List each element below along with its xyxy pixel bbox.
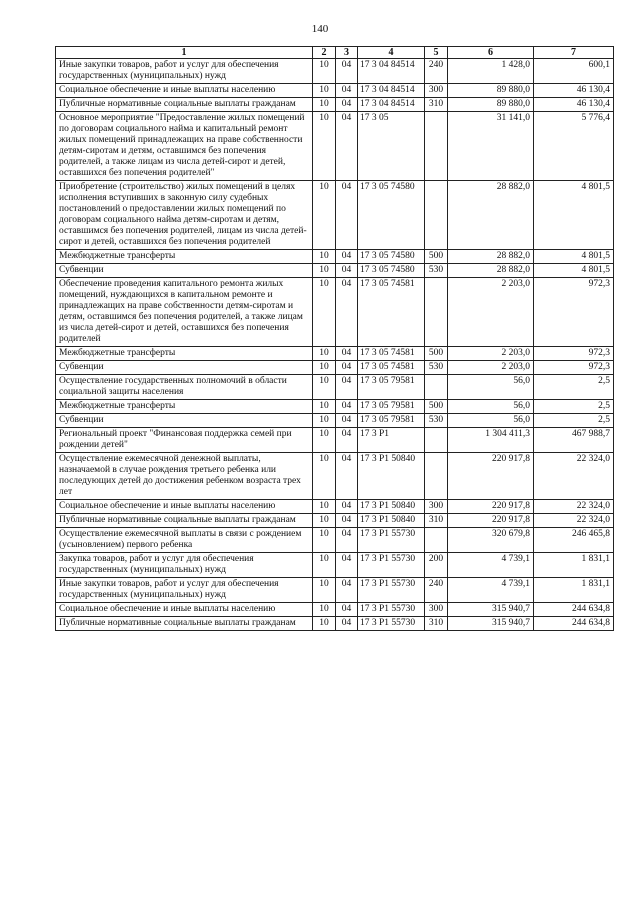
row-label: Публичные нормативные социальные выплаты гражданам bbox=[56, 98, 313, 112]
table-row bbox=[56, 617, 614, 631]
row-label: Межбюджетные трансферты bbox=[56, 400, 313, 414]
row-label: Закупка товаров, работ и услуг для обеспечения государственных (муниципальных) нужд bbox=[56, 553, 313, 578]
column-header: 4 bbox=[358, 47, 425, 59]
row-label: Социальное обеспечение и иные выплаты населению bbox=[56, 603, 313, 617]
row-actual-amount: 600,1 bbox=[534, 59, 614, 84]
budget-table bbox=[55, 46, 614, 631]
table-row bbox=[56, 84, 614, 98]
row-subsection: 04 bbox=[336, 375, 358, 400]
row-section: 10 bbox=[313, 578, 336, 603]
row-section: 10 bbox=[313, 428, 336, 453]
row-section: 10 bbox=[313, 98, 336, 112]
row-expense-type: 500 bbox=[425, 250, 448, 264]
table-row bbox=[56, 375, 614, 400]
row-expense-type: 500 bbox=[425, 400, 448, 414]
column-header: 5 bbox=[425, 47, 448, 59]
row-plan-amount: 89 880,0 bbox=[448, 84, 534, 98]
row-section: 10 bbox=[313, 514, 336, 528]
row-plan-amount: 56,0 bbox=[448, 375, 534, 400]
row-target-code: 17 3 P1 55730 bbox=[358, 528, 425, 553]
row-expense-type: 310 bbox=[425, 514, 448, 528]
row-actual-amount: 2,5 bbox=[534, 400, 614, 414]
row-actual-amount: 246 465,8 bbox=[534, 528, 614, 553]
row-subsection: 04 bbox=[336, 347, 358, 361]
row-target-code: 17 3 05 74581 bbox=[358, 278, 425, 347]
row-target-code: 17 3 05 79581 bbox=[358, 414, 425, 428]
column-header: 1 bbox=[56, 47, 313, 59]
row-expense-type: 300 bbox=[425, 500, 448, 514]
row-subsection: 04 bbox=[336, 603, 358, 617]
row-subsection: 04 bbox=[336, 98, 358, 112]
row-label: Публичные нормативные социальные выплаты гражданам bbox=[56, 617, 313, 631]
row-target-code: 17 3 P1 50840 bbox=[358, 514, 425, 528]
row-subsection: 04 bbox=[336, 250, 358, 264]
row-actual-amount: 4 801,5 bbox=[534, 264, 614, 278]
row-label: Субвенции bbox=[56, 414, 313, 428]
row-expense-type bbox=[425, 428, 448, 453]
table-row bbox=[56, 98, 614, 112]
table-row bbox=[56, 112, 614, 181]
row-actual-amount: 22 324,0 bbox=[534, 500, 614, 514]
row-label: Осуществление ежемесячной выплаты в связи с рождением (усыновлением) первого ребенка bbox=[56, 528, 313, 553]
row-section: 10 bbox=[313, 400, 336, 414]
row-target-code: 17 3 P1 50840 bbox=[358, 500, 425, 514]
column-header: 3 bbox=[336, 47, 358, 59]
row-target-code: 17 3 04 84514 bbox=[358, 84, 425, 98]
row-section: 10 bbox=[313, 414, 336, 428]
row-actual-amount: 22 324,0 bbox=[534, 453, 614, 500]
row-target-code: 17 3 05 79581 bbox=[358, 375, 425, 400]
row-label: Субвенции bbox=[56, 264, 313, 278]
row-expense-type bbox=[425, 278, 448, 347]
row-target-code: 17 3 05 74581 bbox=[358, 361, 425, 375]
row-section: 10 bbox=[313, 181, 336, 250]
row-section: 10 bbox=[313, 375, 336, 400]
row-plan-amount: 2 203,0 bbox=[448, 361, 534, 375]
row-label: Иные закупки товаров, работ и услуг для обеспечения государственных (муниципальных) нужд bbox=[56, 59, 313, 84]
row-label: Публичные нормативные социальные выплаты гражданам bbox=[56, 514, 313, 528]
row-target-code: 17 3 P1 55730 bbox=[358, 617, 425, 631]
row-subsection: 04 bbox=[336, 278, 358, 347]
table-row bbox=[56, 264, 614, 278]
row-expense-type: 240 bbox=[425, 59, 448, 84]
row-target-code: 17 3 05 74580 bbox=[358, 250, 425, 264]
row-section: 10 bbox=[313, 361, 336, 375]
row-section: 10 bbox=[313, 278, 336, 347]
row-actual-amount: 1 831,1 bbox=[534, 578, 614, 603]
row-subsection: 04 bbox=[336, 361, 358, 375]
row-plan-amount: 315 940,7 bbox=[448, 603, 534, 617]
row-plan-amount: 1 304 411,3 bbox=[448, 428, 534, 453]
row-label: Иные закупки товаров, работ и услуг для обеспечения государственных (муниципальных) нужд bbox=[56, 578, 313, 603]
row-actual-amount: 46 130,4 bbox=[534, 84, 614, 98]
row-label: Межбюджетные трансферты bbox=[56, 347, 313, 361]
row-plan-amount: 220 917,8 bbox=[448, 500, 534, 514]
row-expense-type: 530 bbox=[425, 414, 448, 428]
row-expense-type: 240 bbox=[425, 578, 448, 603]
row-section: 10 bbox=[313, 264, 336, 278]
table-row bbox=[56, 453, 614, 500]
table-row bbox=[56, 578, 614, 603]
row-expense-type: 310 bbox=[425, 98, 448, 112]
row-target-code: 17 3 05 74580 bbox=[358, 181, 425, 250]
row-label: Основное мероприятие "Предоставление жилых помещений по договорам социального найма и капитальный ремонт жилых помещений принадлежащих на праве собственности детям-сиротам и детям, оставшимся без попечения родителей, а также лицам из числа детей-сирот и детей, оставшихся без попечения родителей" bbox=[56, 112, 313, 181]
row-subsection: 04 bbox=[336, 617, 358, 631]
row-section: 10 bbox=[313, 84, 336, 98]
row-label: Осуществление ежемесячной денежной выплаты, назначаемой в случае рождения третьего ребенка или последующих детей до достижения ребенком возраста трех лет bbox=[56, 453, 313, 500]
row-actual-amount: 2,5 bbox=[534, 375, 614, 400]
row-expense-type: 310 bbox=[425, 617, 448, 631]
row-plan-amount: 56,0 bbox=[448, 400, 534, 414]
row-actual-amount: 972,3 bbox=[534, 278, 614, 347]
table-body bbox=[56, 59, 614, 631]
table-row bbox=[56, 500, 614, 514]
row-expense-type bbox=[425, 375, 448, 400]
row-plan-amount: 56,0 bbox=[448, 414, 534, 428]
row-expense-type: 530 bbox=[425, 264, 448, 278]
row-expense-type bbox=[425, 181, 448, 250]
row-plan-amount: 4 739,1 bbox=[448, 553, 534, 578]
row-plan-amount: 89 880,0 bbox=[448, 98, 534, 112]
row-plan-amount: 220 917,8 bbox=[448, 514, 534, 528]
row-expense-type: 530 bbox=[425, 361, 448, 375]
table-row bbox=[56, 250, 614, 264]
row-section: 10 bbox=[313, 112, 336, 181]
row-actual-amount: 467 988,7 bbox=[534, 428, 614, 453]
column-header: 2 bbox=[313, 47, 336, 59]
row-actual-amount: 244 634,8 bbox=[534, 617, 614, 631]
table-row bbox=[56, 553, 614, 578]
row-target-code: 17 3 05 79581 bbox=[358, 400, 425, 414]
table-row bbox=[56, 361, 614, 375]
row-subsection: 04 bbox=[336, 400, 358, 414]
row-plan-amount: 315 940,7 bbox=[448, 617, 534, 631]
row-label: Социальное обеспечение и иные выплаты населению bbox=[56, 84, 313, 98]
row-target-code: 17 3 04 84514 bbox=[358, 98, 425, 112]
row-actual-amount: 2,5 bbox=[534, 414, 614, 428]
row-plan-amount: 28 882,0 bbox=[448, 181, 534, 250]
row-target-code: 17 3 P1 bbox=[358, 428, 425, 453]
row-subsection: 04 bbox=[336, 528, 358, 553]
row-label: Социальное обеспечение и иные выплаты населению bbox=[56, 500, 313, 514]
row-target-code: 17 3 05 74581 bbox=[358, 347, 425, 361]
row-expense-type: 200 bbox=[425, 553, 448, 578]
row-actual-amount: 1 831,1 bbox=[534, 553, 614, 578]
header-row bbox=[56, 47, 614, 59]
row-actual-amount: 244 634,8 bbox=[534, 603, 614, 617]
row-plan-amount: 4 739,1 bbox=[448, 578, 534, 603]
row-actual-amount: 46 130,4 bbox=[534, 98, 614, 112]
row-expense-type: 500 bbox=[425, 347, 448, 361]
row-target-code: 17 3 P1 50840 bbox=[358, 453, 425, 500]
row-expense-type: 300 bbox=[425, 603, 448, 617]
row-plan-amount: 320 679,8 bbox=[448, 528, 534, 553]
table-row bbox=[56, 347, 614, 361]
row-subsection: 04 bbox=[336, 414, 358, 428]
row-plan-amount: 1 428,0 bbox=[448, 59, 534, 84]
page-number: 140 bbox=[311, 23, 329, 35]
row-expense-type bbox=[425, 112, 448, 181]
row-label: Межбюджетные трансферты bbox=[56, 250, 313, 264]
table-row bbox=[56, 414, 614, 428]
table-row bbox=[56, 428, 614, 453]
row-target-code: 17 3 P1 55730 bbox=[358, 603, 425, 617]
row-target-code: 17 3 05 74580 bbox=[358, 264, 425, 278]
row-section: 10 bbox=[313, 347, 336, 361]
row-expense-type bbox=[425, 453, 448, 500]
row-actual-amount: 972,3 bbox=[534, 361, 614, 375]
row-subsection: 04 bbox=[336, 453, 358, 500]
row-target-code: 17 3 P1 55730 bbox=[358, 553, 425, 578]
row-actual-amount: 5 776,4 bbox=[534, 112, 614, 181]
row-target-code: 17 3 05 bbox=[358, 112, 425, 181]
row-section: 10 bbox=[313, 528, 336, 553]
row-subsection: 04 bbox=[336, 59, 358, 84]
row-subsection: 04 bbox=[336, 578, 358, 603]
row-section: 10 bbox=[313, 453, 336, 500]
table-row bbox=[56, 181, 614, 250]
row-label: Региональный проект "Финансовая поддержка семей при рождении детей" bbox=[56, 428, 313, 453]
row-target-code: 17 3 P1 55730 bbox=[358, 578, 425, 603]
row-subsection: 04 bbox=[336, 500, 358, 514]
column-header: 6 bbox=[448, 47, 534, 59]
row-subsection: 04 bbox=[336, 181, 358, 250]
row-label: Субвенции bbox=[56, 361, 313, 375]
row-label: Осуществление государственных полномочий в области социальной защиты населения bbox=[56, 375, 313, 400]
row-actual-amount: 4 801,5 bbox=[534, 250, 614, 264]
table-row bbox=[56, 528, 614, 553]
row-label: Обеспечение проведения капитального ремонта жилых помещений, нуждающихся в капитальном ремонте и принадлежащих на праве собственности детям-сиротам и детям, оставшимся без попечения родителей, а также лицам из числа детей-сирот и детей, оставшихся без попечения родителей bbox=[56, 278, 313, 347]
row-subsection: 04 bbox=[336, 112, 358, 181]
row-label: Приобретение (строительство) жилых помещений в целях исполнения вступивших в законную силу судебных постановлений о предоставлении жилых помещений по договорам социального найма детям-сиротам и детям, оставшимся без попечения родителей, лицам из числа детей-сирот и детей, оставшихся без попечения родителей bbox=[56, 181, 313, 250]
table-row bbox=[56, 400, 614, 414]
row-plan-amount: 31 141,0 bbox=[448, 112, 534, 181]
row-section: 10 bbox=[313, 500, 336, 514]
row-expense-type bbox=[425, 528, 448, 553]
row-plan-amount: 28 882,0 bbox=[448, 250, 534, 264]
row-target-code: 17 3 04 84514 bbox=[358, 59, 425, 84]
row-section: 10 bbox=[313, 250, 336, 264]
table-row bbox=[56, 514, 614, 528]
row-subsection: 04 bbox=[336, 553, 358, 578]
row-expense-type: 300 bbox=[425, 84, 448, 98]
row-plan-amount: 2 203,0 bbox=[448, 347, 534, 361]
row-section: 10 bbox=[313, 553, 336, 578]
row-actual-amount: 972,3 bbox=[534, 347, 614, 361]
row-section: 10 bbox=[313, 617, 336, 631]
table-row bbox=[56, 59, 614, 84]
row-plan-amount: 2 203,0 bbox=[448, 278, 534, 347]
row-plan-amount: 220 917,8 bbox=[448, 453, 534, 500]
row-subsection: 04 bbox=[336, 264, 358, 278]
row-actual-amount: 4 801,5 bbox=[534, 181, 614, 250]
table-row bbox=[56, 278, 614, 347]
row-subsection: 04 bbox=[336, 428, 358, 453]
row-section: 10 bbox=[313, 59, 336, 84]
table-row bbox=[56, 603, 614, 617]
row-actual-amount: 22 324,0 bbox=[534, 514, 614, 528]
row-plan-amount: 28 882,0 bbox=[448, 264, 534, 278]
row-subsection: 04 bbox=[336, 84, 358, 98]
row-section: 10 bbox=[313, 603, 336, 617]
column-header: 7 bbox=[534, 47, 614, 59]
row-subsection: 04 bbox=[336, 514, 358, 528]
